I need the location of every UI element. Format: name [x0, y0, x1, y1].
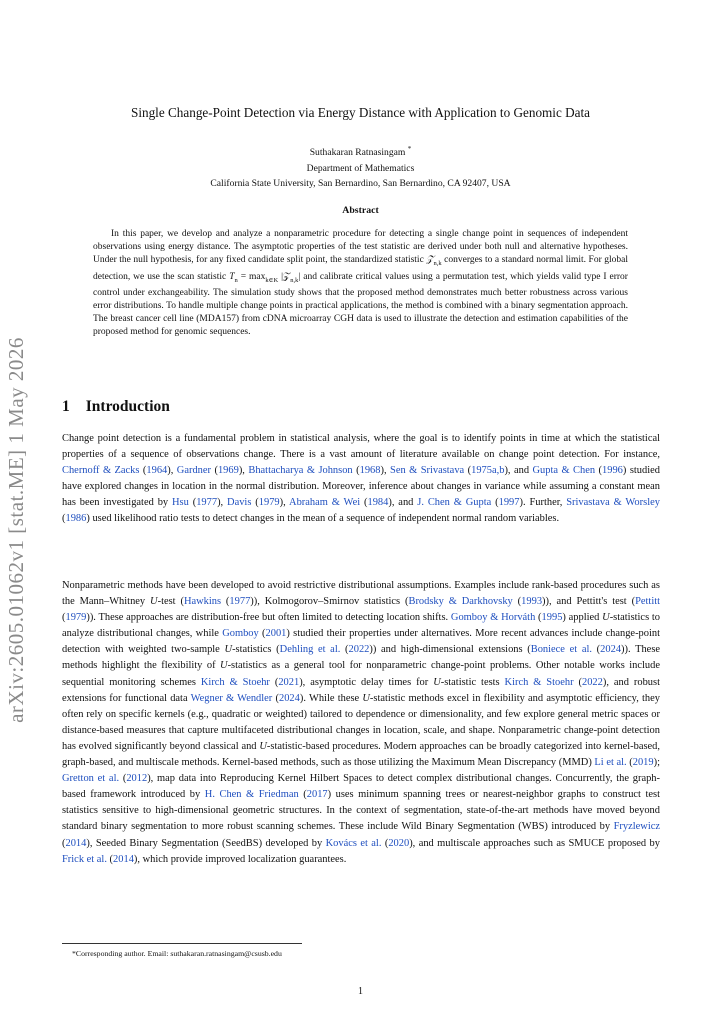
citation-link[interactable]: Hsu [172, 497, 189, 509]
citation-year-link[interactable]: 1979 [258, 497, 280, 509]
citation-year-link[interactable]: 1977 [196, 497, 218, 509]
citation-year-link[interactable]: 2022 [581, 676, 603, 688]
citation-link[interactable]: H. Chen & Friedman [204, 789, 299, 801]
author-block [0, 142, 721, 192]
citation-link[interactable]: Pettitt [635, 596, 661, 608]
citation-link[interactable]: Srivastava & Worsley [566, 497, 660, 509]
abstract-heading: Abstract [342, 205, 379, 216]
citation-year-link[interactable]: 2014 [65, 837, 87, 849]
citation-link[interactable]: Dehling et al. [279, 644, 341, 656]
citation-link[interactable]: Davis [227, 497, 252, 509]
introduction-paragraph-2: Nonparametric methods have been developed to avoid restrictive distributional assumptions. Examples include rank-based procedures such as the Mann–Whitney U-test (Hawkins (1977)), Kolmogorov–Smirnov statistics (Brodsky & Darkhovsky (1993)), and Pettitt's test (Pettitt (1979)). These approaches are distribution-free but often limited to detecting location shifts. Gomboy & Horváth (1995) applied U-statistics to analyze distributional changes, while Gomboy (2001) studied their properties under alternatives. More recent advances include change-point detection with weighted two-sample U-statistics (Dehling et al. (2022)) and high-dimensional extensions (Boniece et al. (2024)). These methods highlight the flexibility of U-statistics as a general tool for nonparametric change-point problems. Other notable works include sequential monitoring schemes Kirch & Stoehr (2021), asymptotic delay times for U-statistic tests Kirch & Stoehr (2022), and robust extensions for functional data Wegner & Wendler (2024). While these U-statistic methods excel in flexibility and asymptotic efficiency, they often rely on specific kernels (e.g., quadratic or weighted) tailored to dependence or dimensionality, and few explore general metric spaces or distance-based measures that capture multifaceted distributional changes in location, scale, and shape. Nonparametric change-point detection has evolved significantly beyond classical and U-statistic-based procedures. Modern approaches can be broadly categorized into kernel-based, graph-based, and multiscale methods. Kernel-based methods, such as those utilizing the Maximum Mean Discrepancy (MMD) Li et al. (2019); Gretton et al. (2012), map data into Reproducing Kernel Hilbert Spaces to detect complex distributional changes. Concurrently, the graph-based framework introduced by H. Chen & Friedman (2017) uses minimum spanning trees or nearest-neighbor graphs to construct test statistics sensitive to high-dimensional geometric structures. In the context of segmentation, state-of-the-art methods have moved beyond standard binary segmentation to more robust scanning schemes. These include Wild Binary Segmentation (WBS) introduced by Fryzlewicz (2014), Seeded Binary Segmentation (SeedBS) developed by Kovács et al. (2020), and multiscale approaches such as SMUCE proposed by Frick et al. (2014), which provide improved localization guarantees. [62, 580, 661, 865]
citation-link[interactable]: J. Chen & Gupta [417, 497, 492, 509]
citation-link[interactable]: Bhattacharya & Johnson [248, 465, 353, 477]
citation-link[interactable]: Kovács et al. [325, 837, 382, 849]
citation-link[interactable]: Gupta & Chen [532, 465, 596, 477]
citation-link[interactable]: Fryzlewicz [613, 821, 660, 833]
citation-link[interactable]: Chernoff & Zacks [62, 465, 140, 477]
citation-link[interactable]: Gardner [176, 465, 211, 477]
citation-link[interactable]: Li et al. [594, 757, 627, 769]
citation-year-link[interactable]: 1964 [146, 465, 168, 477]
introduction-paragraph-1: Change point detection is a fundamental problem in statistical analysis, where the goal is to identify points in time at which the statistical properties of a sequence of observations change. There is a vast amount of literature available on change point detection. For instance, Chernoff & Zacks (1964), Gardner (1969), Bhattacharya & Johnson (1968), Sen & Srivastava (1975a,b), and Gupta & Chen (1996) studied have explored changes in location in the normal distribution. Moreover, inference about changes in variance while assuming a constant mean has been investigated by Hsu (1977), Davis (1979), Abraham & Wei (1984), and J. Chen & Gupta (1997). Further, Srivastava & Worsley (1986) used likelihood ratio tests to detect changes in the mean of a sequence of independent normal random variables. [62, 433, 660, 525]
citation-year-link[interactable]: 1977 [229, 596, 251, 608]
citation-link[interactable]: Frick et al. [62, 853, 107, 865]
paper-title: Single Change-Point Detection via Energy Distance with Application to Genomic Data [130, 105, 591, 120]
citation-year-link[interactable]: 1997 [498, 497, 520, 509]
citation-link[interactable]: Wegner & Wendler [190, 692, 273, 704]
citation-year-link[interactable]: 1975a,b [471, 465, 505, 477]
author-department: Department of Mathematics [306, 162, 415, 174]
citation-year-link[interactable]: 1969 [217, 465, 239, 477]
citation-year-link[interactable]: 2020 [388, 837, 410, 849]
citation-year-link[interactable]: 2022 [348, 644, 370, 656]
citation-year-link[interactable]: 1996 [602, 465, 623, 477]
citation-year-link[interactable]: 2021 [278, 676, 300, 688]
section-heading-introduction: 1 Introduction [62, 398, 170, 415]
citation-link[interactable]: Abraham & Wei [289, 497, 361, 509]
citation-year-link[interactable]: 1979 [65, 612, 87, 624]
footnote-divider [62, 943, 302, 944]
author-name: Suthakaran Ratnasingam * [309, 145, 412, 159]
citation-year-link[interactable]: 2012 [126, 773, 148, 785]
citation-year-link[interactable]: 1995 [541, 612, 563, 624]
citation-year-link[interactable]: 2024 [278, 692, 300, 704]
abstract-body: In this paper, we develop and analyze a nonparametric procedure for detecting a single change point in sequences of independent observations using energy distance. The asymptotic properties of the test statistic are derived under both null and alternative hypotheses. Under the null hypothesis, for any fixed candidate split point, the standardized statistic 𝒵$_{n,k}$ converges to a standard normal limit. For global detection, we use the scan statistic $T_n = \max_{k\in K}$ |𝒵$_{n,k}$| and calibrate critical values using a permutation test, which yields valid type I error control under exchangeability. The simulation study shows that the proposed method demonstrates much better robustness across various error distributions. To handle multiple change points in practical applications, the method is combined with a binary segmentation approach. The breast cancer cell line (MDA157) from cDNA microarray CGH data is used to illustrate the detection and estimation capabilities of the proposed method for genomic sequences. [93, 229, 628, 338]
citation-year-link[interactable]: 2019 [632, 757, 654, 769]
citation-year-link[interactable]: 2014 [113, 853, 134, 865]
citation-link[interactable]: Gomboy [222, 628, 259, 640]
corresponding-author-footnote: *Corresponding author. Email: suthakaran.ratnasingam@csusb.edu [72, 949, 282, 958]
author-footnote-mark: * [407, 145, 412, 153]
citation-link[interactable]: Sen & Srivastava [390, 465, 465, 477]
citation-year-link[interactable]: 1993 [521, 596, 543, 608]
citation-link[interactable]: Hawkins [183, 596, 222, 608]
citation-year-link[interactable]: 1984 [367, 497, 389, 509]
citation-link[interactable]: Brodsky & Darkhovsky [408, 596, 513, 608]
arxiv-identifier-stamp: arXiv:2605.01062v1 [stat.ME] 1 May 2026 [4, 337, 28, 723]
citation-year-link[interactable]: 2024 [600, 644, 622, 656]
citation-year-link[interactable]: 1986 [65, 513, 87, 525]
citation-link[interactable]: Kirch & Stoehr [200, 676, 270, 688]
citation-year-link[interactable]: 1968 [359, 465, 381, 477]
citation-link[interactable]: Kirch & Stoehr [504, 676, 574, 688]
citation-link[interactable]: Gomboy & Horváth [450, 612, 536, 624]
page-number: 1 [358, 986, 363, 997]
citation-link[interactable]: Boniece et al. [530, 644, 592, 656]
citation-year-link[interactable]: 2017 [306, 789, 328, 801]
author-affiliation: California State University, San Bernardino, San Bernardino, CA 92407, USA [210, 178, 511, 190]
citation-link[interactable]: Gretton et al. [62, 773, 120, 785]
citation-year-link[interactable]: 2001 [265, 628, 287, 640]
